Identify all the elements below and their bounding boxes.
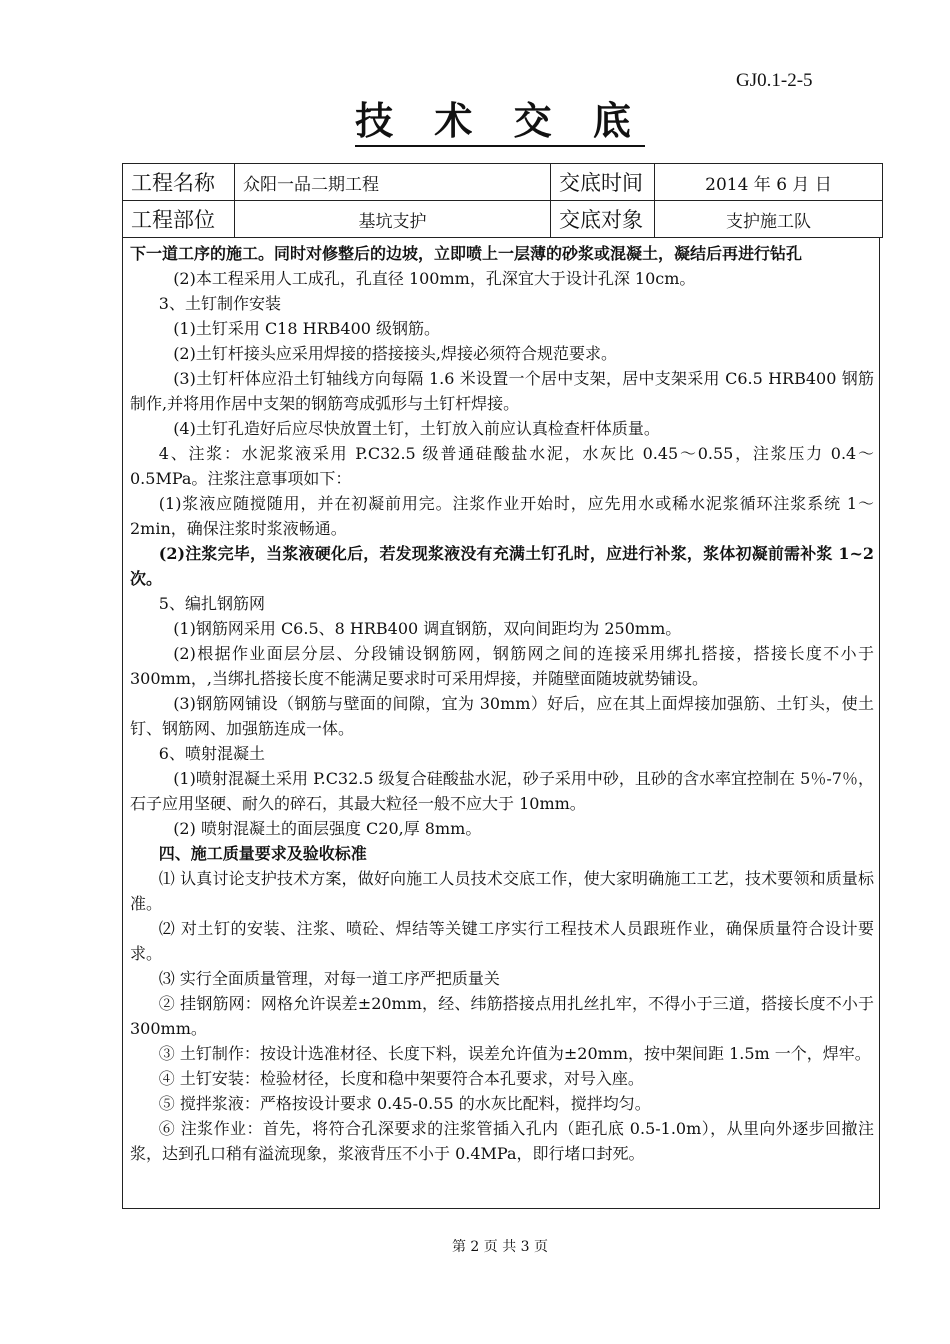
content-paragraph: 下一道工序的施工。同时对修整后的边坡，立即喷上一层薄的砂浆或混凝土，凝结后再进行钻孔	[130, 244, 803, 263]
content-paragraph: (2)土钉杆接头应采用焊接的搭接接头,焊接必须符合规范要求。	[173, 344, 617, 363]
target-label: 交底对象	[551, 201, 655, 238]
content-paragraph: ② 挂钢筋网：网格允许误差±20mm，经、纬筋搭接点用扎丝扎牢，不得小于三道，搭接长度不小于 300mm。	[130, 994, 874, 1038]
part-label: 工程部位	[123, 201, 235, 238]
document-code: GJ0.1-2-5	[736, 70, 813, 91]
page-footer: 第 2 页 共 3 页	[451, 1239, 549, 1255]
content-paragraph: (4)土钉孔造好后应尽快放置土钉，土钉放入前应认真检查杆体质量。	[173, 419, 660, 438]
content-paragraph: ④ 土钉安装：检验材径，长度和稳中架要符合本孔要求，对号入座。	[158, 1069, 644, 1088]
content-body	[130, 241, 874, 1166]
content-paragraph: (2)注浆完毕，当浆液硬化后，若发现浆液没有充满土钉孔时，应进行补浆，浆体初凝前需补浆 1~2 次。	[130, 544, 874, 588]
project-name-label: 工程名称	[123, 164, 235, 201]
content-paragraph: ⑥ 注浆作业：首先，将符合孔深要求的注浆管插入孔内（距孔底 0.5-1.0m），从里向外逐步回撤注浆，达到孔口稍有溢流现象，浆液背压不小于 0.4MPa，即行堵口封死。	[130, 1119, 874, 1163]
content-paragraph: 6、喷射混凝土	[158, 744, 265, 763]
page-title	[0, 90, 950, 145]
header-row-1	[123, 164, 883, 201]
page-title-text: 技 术 交 底	[355, 98, 645, 147]
project-name-value: 众阳一品二期工程	[235, 164, 551, 201]
content-paragraph: (2)本工程采用人工成孔，孔直径 100mm，孔深宜大于设计孔深 10cm。	[173, 269, 696, 288]
date-value: 2014 年 6 月 日	[655, 164, 883, 201]
header-table	[122, 163, 883, 238]
content-paragraph: (3)土钉杆体应沿土钉轴线方向每隔 1.6 米设置一个居中支架，居中支架采用 C6.5 HRB400 钢筋制作,并将用作居中支架的钢筋弯成弧形与土钉杆焊接。	[130, 369, 874, 413]
date-label: 交底时间	[551, 164, 655, 201]
content-paragraph: (2) 喷射混凝土的面层强度 C20,厚 8mm。	[173, 819, 482, 838]
content-paragraph: (1)浆液应随搅随用，并在初凝前用完。注浆作业开始时，应先用水或稀水泥浆循环注浆系统 1～2min，确保注浆时浆液畅通。	[130, 494, 874, 538]
content-paragraph: ③ 土钉制作：按设计选准材径、长度下料，误差允许值为±20mm，按中架间距 1.5m 一个，焊牢。	[158, 1044, 871, 1063]
content-paragraph: 4、注浆：水泥浆液采用 P.C32.5 级普通硅酸盐水泥，水灰比 0.45～0.55，注浆压力 0.4～0.5MPa。注浆注意事项如下：	[130, 444, 874, 488]
content-paragraph: (1)土钉采用 C18 HRB400 级钢筋。	[173, 319, 441, 338]
content-paragraph: 四、施工质量要求及验收标准	[158, 844, 367, 863]
content-paragraph: (1)钢筋网采用 C6.5、8 HRB400 调直钢筋，双向间距均为 250mm。	[173, 619, 682, 638]
content-paragraph: ⑶ 实行全面质量管理，对每一道工序严把质量关	[158, 969, 500, 988]
header-row-2	[123, 201, 883, 238]
content-paragraph: ⑴ 认真讨论支护技术方案，做好向施工人员技术交底工作，使大家明确施工工艺，技术要领和质量标准。	[130, 869, 874, 913]
content-paragraph: 5、编扎钢筋网	[158, 594, 265, 613]
target-value: 支护施工队	[655, 201, 883, 238]
content-paragraph: (1)喷射混凝土采用 P.C32.5 级复合硅酸盐水泥，砂子采用中砂，且砂的含水率宜控制在 5％-7％，石子应用坚硬、耐久的碎石，其最大粒径一般不应大于 10mm。	[130, 769, 874, 813]
content-paragraph: (2)根据作业面层分层、分段铺设钢筋网，钢筋网之间的连接采用绑扎搭接，搭接长度不小于 300mm，,当绑扎搭接长度不能满足要求时可采用焊接，并随壁面随坡就势铺设。	[130, 644, 874, 688]
content-paragraph: ⑵ 对土钉的安装、注浆、喷砼、焊结等关键工序实行工程技术人员跟班作业，确保质量符合设计要求。	[130, 919, 874, 963]
part-value: 基坑支护	[235, 201, 551, 238]
content-paragraph: (3)钢筋网铺设（钢筋与壁面的间隙，宜为 30mm）好后，应在其上面焊接加强筋、土钉头，使土钉、钢筋网、加强筋连成一体。	[130, 694, 874, 738]
content-paragraph: 3、土钉制作安装	[158, 294, 281, 313]
content-paragraph: ⑤ 搅拌浆液：严格按设计要求 0.45-0.55 的水灰比配料，搅拌均匀。	[158, 1094, 651, 1113]
